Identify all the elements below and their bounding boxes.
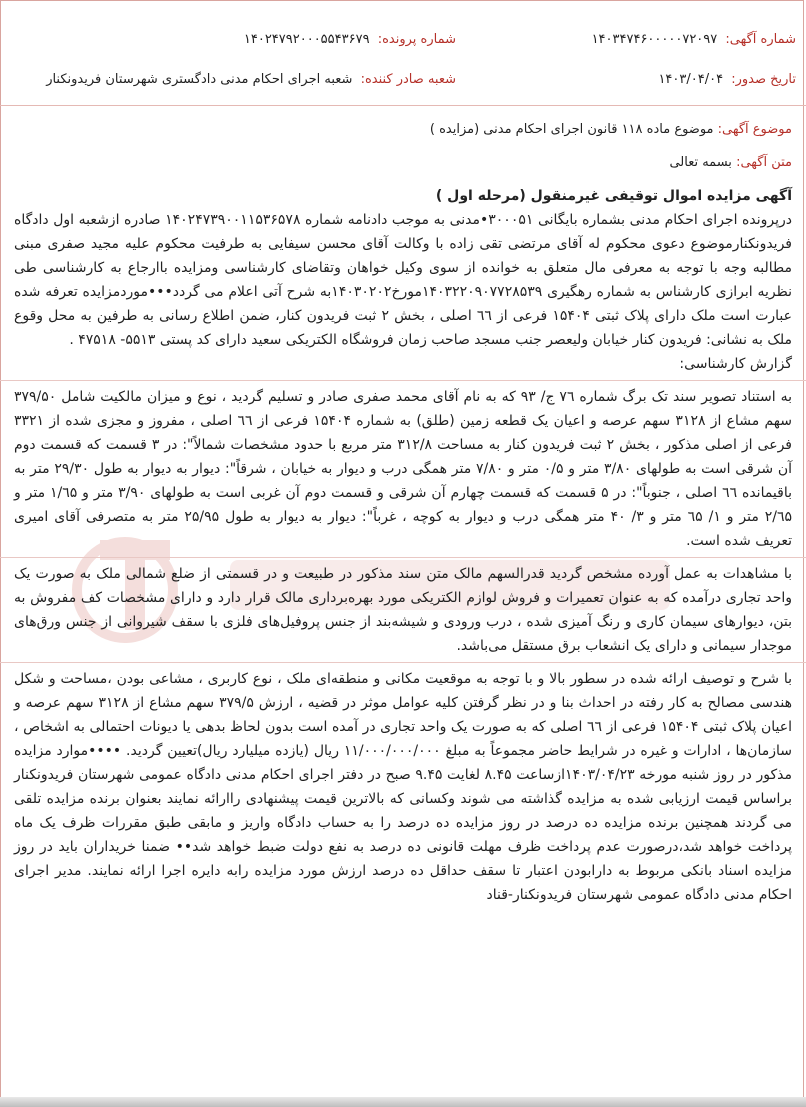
issuer-label: شعبه صادر کننده:	[360, 72, 456, 87]
divider	[0, 557, 806, 558]
text-intro: بسمه تعالی	[669, 155, 732, 170]
divider	[0, 662, 806, 663]
subject-value: موضوع ماده ۱۱۸ قانون اجرای احکام مدنی (مزایده )	[429, 122, 714, 137]
ad-number-label: شماره آگهی:	[725, 32, 796, 47]
notice-header	[0, 0, 806, 106]
divider	[0, 380, 806, 381]
subject-line	[14, 118, 792, 142]
issuer-value: شعبه اجرای احکام مدنی دادگستری شهرستان فریدونکنار	[46, 72, 353, 87]
text-line	[14, 151, 792, 175]
report-paragraph: با مشاهدات به عمل آورده مشخص گردید قدرالسهم مالک متن سند مذکور در طبیعت و در قسمتی از ضلع شمالی ملک به صورت یک واحد تجاری درآمده که به عنوان تعمیرات و فروش لوازم الکتریکی مورد بهره‌برداری مالک قرار دارد و دارای مشخصات کف مفروش به بتن، دیوارهای سیمان کاری و رنگ آمیزی شده ، درب ورودی و شیشه‌بند از جنس پروفیل‌های فلزی با سقف شیروانی از جنس ورق‌های موجدار سیمانی و دارای یک انشعاب برق مستقل می‌باشد.	[14, 566, 792, 654]
case-number-label: شماره پرونده:	[377, 32, 456, 47]
ad-number-value: ۱۴۰۳۴۷۴۶۰۰۰۰۰۷۲۰۹۷	[591, 32, 718, 47]
bottom-scrollbar[interactable]	[0, 1097, 806, 1107]
issue-date-label: تاریخ صدور:	[731, 72, 796, 87]
report-paragraph: با شرح و توصیف ارائه شده در سطور بالا و با توجه به موقعیت مکانی و منطقه‌ای ملک ، نوع کاربری ، مشاعی بودن ،مساحت و شکل هندسی مصالح به کار رفته در احداث بنا و در نظر گرفتن کلیه عوامل موثر در قضیه ، ارزش ۳۷۹/۵ سهم مشاع از ۳۱۲۸ سهم عرصه و اعیان پلاک ثبتی ۱۵۴۰۴ فرعی از ٦٦ اصلی که به صورت یک واحد تجاری در آمده است بدون لحاظ بدهی یا دیونات احتمالی به اشخاص ، سازمان‌ها ، ادارات و غیره در شرایط حاضر مجموعاً به مبلغ ۱۱/۰۰۰/۰۰۰/۰۰۰ ریال (یازده میلیارد ریال)تعیین گردید. ••••موارد مزایده مذکور در روز شنبه مورخه ۱۴۰۳/۰۴/۲۳ازساعت ۸.۴۵ لغایت ۹.۴۵ صبح در دفتر اجرای احکام مدنی دادگاه عمومی شهرستان فریدونکنار براساس قیمت ارزیابی شده به مزایده گذاشته می شوند وکسانی که بالاترین قیمت پیشنهادی راارائه نمایند بعنوان برنده مزایده تلقی می گردند همچنین برنده مزایده ده درصد در روز مزایده ده درصد را به حساب دادگاه واریز و مابقی طبق مقررات ظرف یک ماه پرداخت خواهد شد،درصورت عدم پرداخت ظرف مهلت قانونی ده درصد به نفع دولت ضبط خواهد شد•• ضمنا خریداران باید در روز مزایده اسناد بانکی مربوط به دارابودن اعتبار تا سقف حداقل ده درصد ارزش مورد مزایده رابه دایره اجرا ارائه نمایند. مدیر اجرای احکام مدنی دادگاه عمومی شهرستان فریدونکنار-قناد	[14, 671, 792, 903]
issue-date-row	[658, 72, 796, 87]
expert-report-title: گزارش کارشناسی:	[679, 356, 792, 372]
intro-paragraph: درپرونده اجرای احکام مدنی بشماره بایگانی ۳۰۰۰۵۱•مدنی به موجب دادنامه شماره ۱۴۰۲۴۷۳۹۰۰۱۱۵۳۶۵۷۸ صادره ازشعبه اول دادگاه فریدونکنارموضوع دعوی محکوم له آقای مرتضی تقی زاده با وکالت آقای محسن سیفایی به طرفیت محکوم علیه مجید صفری مبنی مطالبه وجه با توجه به معرفی مال متعلق به خوانده از سوی وکیل خواهان وتقاضای کارشناسی ومزایده باارجاع به کارشناسی طی نظریه ابرازی کارشناس به شماره رهگیری ۱۴۰۳۲۲۰۹۰۷۷۲۸۵۳۹مورخ۱۴۰۳۰۲۰۲به شرح آتی اعلام می گردد•••موردمزایده تعرفه شده عبارت است ملک دارای پلاک ثبتی ۱۵۴۰۴ فرعی از ٦٦ اصلی ، بخش ۲ ثبت فریدون کنار، ضمن اطلاع رسانی به طرفین به محل وقوع ملک به نشانی: فریدون کنار خیابان ولیعصر جنب مسجد صاحب زمان فروشگاه الکتریکی سعید دارای کد پستی ۵۵۱۳- ۴۷۵۱۸ .	[14, 212, 792, 348]
issuer-row	[46, 72, 456, 87]
issue-date-value: ۱۴۰۳/۰۴/۰۴	[658, 72, 724, 87]
ad-number-row	[592, 32, 796, 47]
text-label: متن آگهی:	[736, 155, 792, 170]
report-paragraph: به استناد تصویر سند تک برگ شماره ٧٦ ج/ ۹۳ که به نام آقای محمد صفری صادر و تسلیم گردید ، نوع و میزان مالکیت شامل ۳۷۹/۵۰ سهم مشاع از ۳۱۲۸ سهم عرصه و اعیان یک قطعه زمین (طلق) به شماره ۱۵۴۰۴ فرعی از ٦٦ اصلی ، مفروز و مجزی شده از ۳۳۲۱ فرعی از اصلی مذکور ، بخش ۲ ثبت فریدون کنار به مساحت ۳۱۲/۸ متر مربع با حدود مشخصات شمالاً": در ۳ قسمت که قسمت دوم آن شرقی است به طولهای ۳/۸۰ متر و ۰/۵ متر و ۷/۸۰ متر همگی درب و دیوار به خیابان ، شرقاً": دیوار به دیوار به طول ۲۹/۳۰ متر به باقیمانده ٦٦ اصلی ، جنوباً": در ۵ قسمت که قسمت چهارم آن شرقی و قسمت دوم آن غربی است به طولهای ۳/۹۰ متر و ۱/٦۵ متر و ۲/٦۵ متر و ۱/ ٦۵ متر و ۳/ ۴۰ متر همگی درب و دیوار به کوچه ، غرباً": دیوار به دیوار به طول ۲۵/۹۵ متر به متصرفی آقای امیری تعریف شده است.	[14, 389, 793, 549]
case-number-row	[244, 32, 456, 47]
notice-title: آگهی مزایده اموال توقیفی غیرمنقول (مرحله اول )	[435, 188, 792, 204]
case-number-value: ۱۴۰۲۴۷۹۲۰۰۰۵۵۴۳۶۷۹	[243, 32, 370, 47]
notice-body	[14, 118, 792, 907]
subject-label: موضوع آگهی:	[717, 122, 792, 137]
